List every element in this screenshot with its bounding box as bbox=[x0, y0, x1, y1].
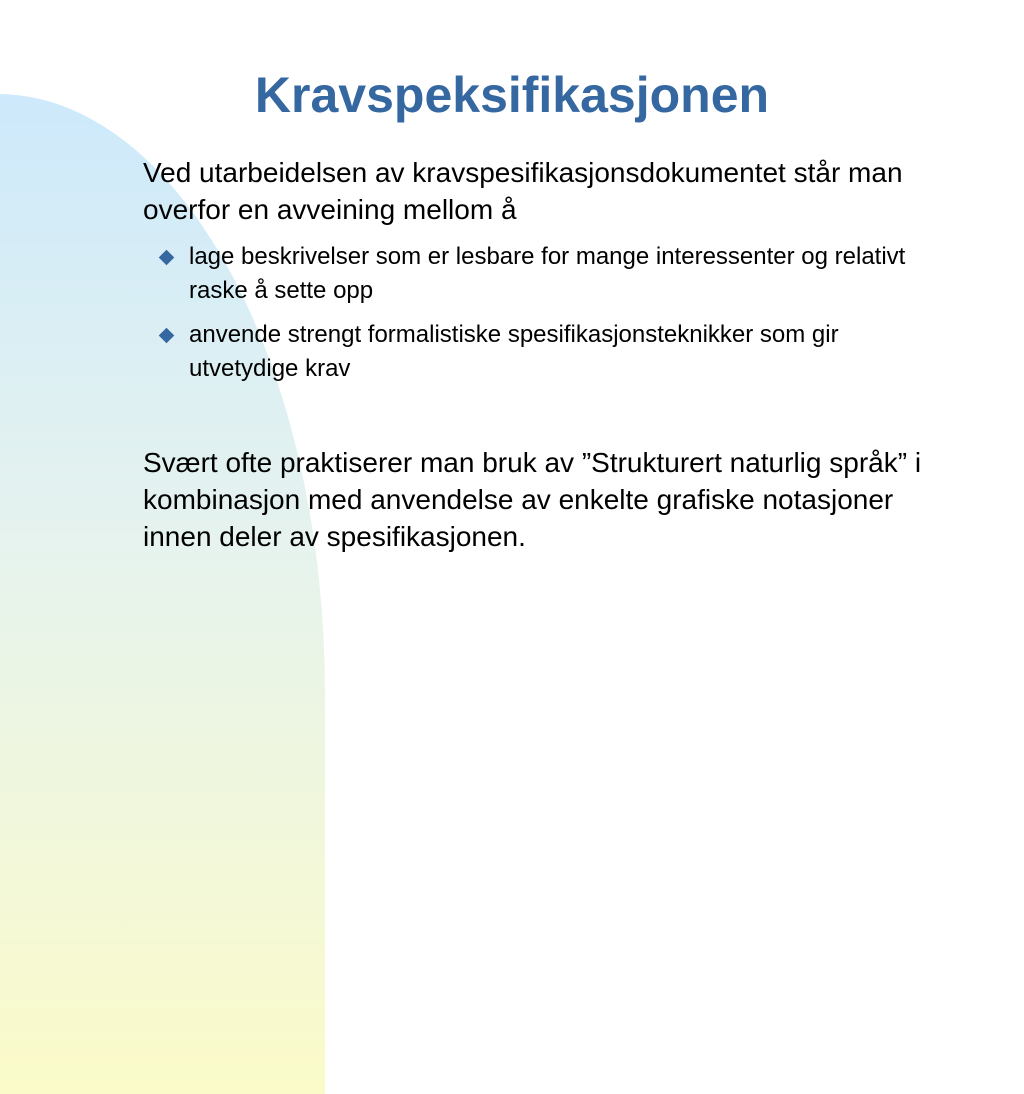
diamond-bullet-icon bbox=[159, 328, 175, 344]
bullet-text: lage beskrivelser som er lesbare for mange interessenter og relativt raske å sette opp bbox=[189, 243, 906, 304]
bullet-list bbox=[143, 240, 943, 386]
slide-title: Kravspeksifikasjonen bbox=[254, 67, 770, 123]
closing-paragraph: Svært ofte praktiserer man bruk av ”Strukturert naturlig språk” i kombinasjon med anvendelse av enkelte grafiske notasjoner innen deler av spesifikasjonen. bbox=[143, 447, 922, 552]
slide-content bbox=[143, 154, 943, 555]
bullet-item bbox=[143, 240, 943, 308]
intro-paragraph: Ved utarbeidelsen av kravspesifikasjonsdokumentet står man overfor en avveining mellom å bbox=[143, 157, 903, 225]
diamond-bullet-icon bbox=[159, 250, 175, 266]
bullet-item bbox=[143, 318, 943, 386]
bullet-text: anvende strengt formalistiske spesifikasjonsteknikker som gir utvetydige krav bbox=[189, 321, 839, 382]
